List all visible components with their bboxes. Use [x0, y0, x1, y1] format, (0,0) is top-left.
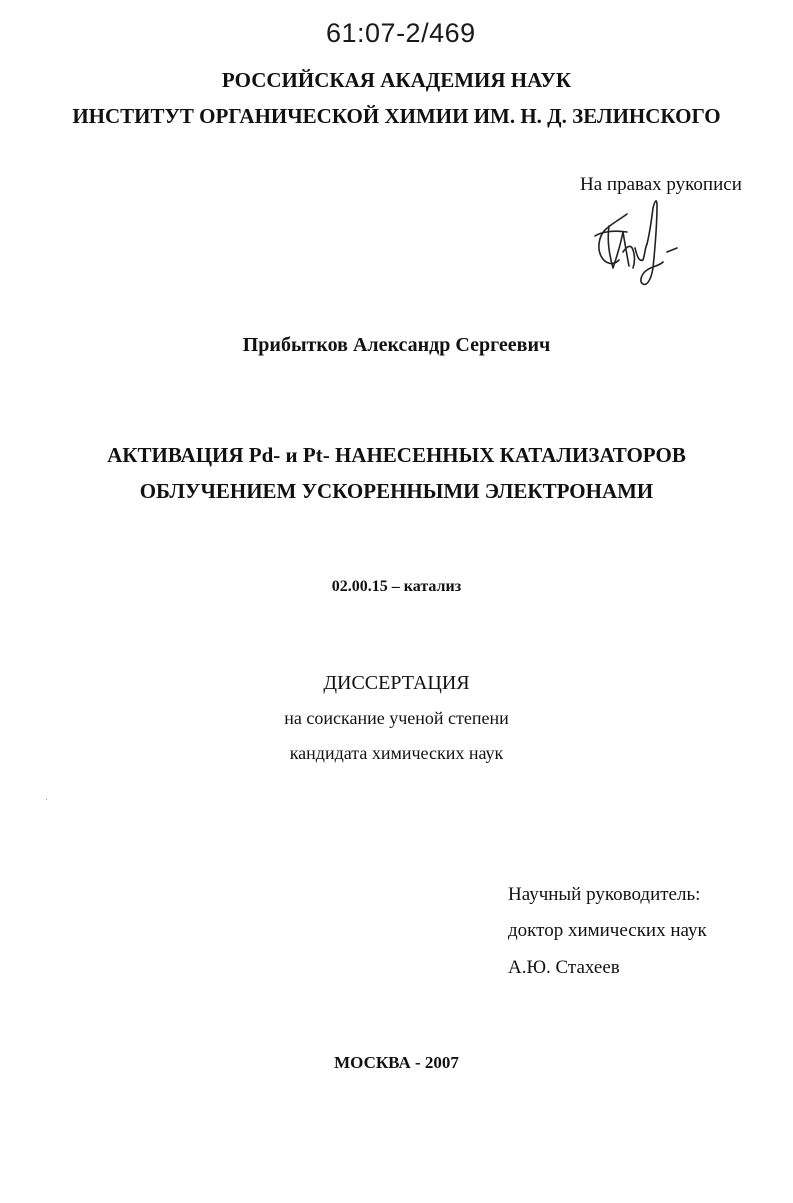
manuscript-rights-note: На правах рукописи [580, 174, 742, 195]
organization-name: РОССИЙСКАЯ АКАДЕМИЯ НАУК [221, 68, 572, 92]
scan-speck [46, 799, 47, 800]
author-name: Прибытков Александр Сергеевич [242, 334, 551, 356]
degree-line-2: кандидата химических наук [289, 743, 504, 763]
work-type-heading: ДИССЕРТАЦИЯ [323, 672, 470, 694]
specialty-code: 02.00.15 – катализ [331, 578, 462, 595]
degree-line-1: на соискание ученой степени [284, 708, 509, 728]
advisor-label: Научный руководитель: [508, 884, 701, 905]
institute-name: ИНСТИТУТ ОРГАНИЧЕСКОЙ ХИМИИ ИМ. Н. Д. ЗЕЛИНСКОГО [72, 104, 721, 128]
dissertation-title-line-2: ОБЛУЧЕНИЕМ УСКОРЕННЫМИ ЭЛЕКТРОНАМИ [139, 479, 654, 503]
author-signature [583, 196, 683, 291]
dissertation-title-line-1: АКТИВАЦИЯ Pd- и Pt- НАНЕСЕННЫХ КАТАЛИЗАТОРОВ [107, 443, 686, 467]
city-year: МОСКВА - 2007 [334, 1053, 459, 1072]
advisor-name: А.Ю. Стахеев [508, 957, 620, 978]
archive-stamp-number: 61:07-2/469 [326, 18, 476, 48]
advisor-rank: доктор химических наук [508, 920, 707, 941]
